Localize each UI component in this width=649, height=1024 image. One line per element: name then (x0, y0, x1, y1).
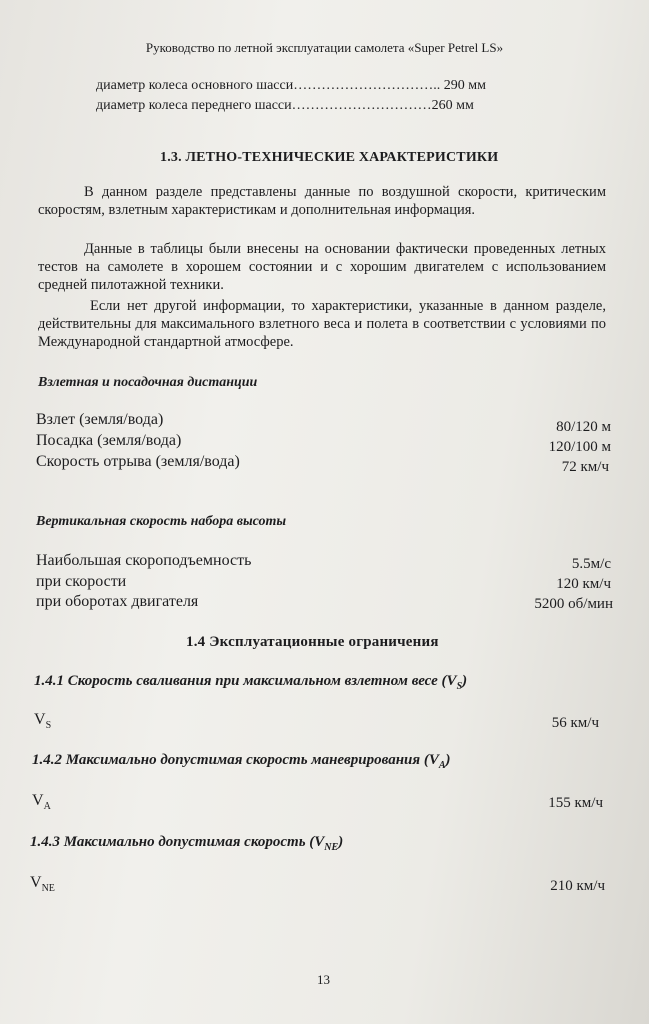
never-exceed-speed-title: 1.4.3 Максимально допустимая скорость $(V_{NE})$ (30, 834, 344, 853)
never-exceed-speed-symbol: $V_{NE}$ (30, 874, 55, 895)
liftoff-row-value: 72 км/ч (561, 459, 609, 475)
never-exceed-speed-value: 210 км/ч (550, 878, 605, 894)
page-number: 13 (317, 972, 330, 987)
stall-speed-value: 56 км/ч (551, 715, 599, 731)
maneuver-speed-symbol: $V_A$ (32, 792, 51, 813)
spec-main-wheel: диаметр колеса основного шасси………………………….. 290 мм (96, 78, 486, 93)
spec-nose-wheel: диаметр колеса переднего шасси…………………………260 мм (96, 98, 474, 113)
climb-speed-value: 120 км/ч (556, 576, 611, 592)
landing-row-label: Посадка (земля/вода) (36, 432, 182, 449)
maneuver-speed-title: 1.4.2 Максимально допустимая скорость маневрирования $(V_A)$ (32, 752, 451, 771)
liftoff-row-label: Скорость отрыва (земля/вода) (36, 453, 240, 470)
climb-rpm-label: при оборотах двигателя (36, 593, 199, 610)
stall-speed-symbol: $V_S$ (34, 711, 52, 732)
paragraph-3: Если нет другой информации, то характеристики, указанные в данном разделе, действительны для максимального взлетного веса и полета в соответствии с условиями по Международной стандартной атмосфере. (38, 298, 606, 350)
page-header: Руководство по летной эксплуатации самолета «Super Petrel LS» (145, 40, 504, 55)
paragraph-2: Данные в таблицы были внесены на основании фактически проведенных летных тестов на самолете в хорошем состоянии и с хорошим двигателем с использованием средней пилотажной техники. (38, 241, 606, 293)
paragraph-1: В данном разделе представлены данные по воздушной скорости, критическим скоростям, взлетным характеристикам и дополнительная информация. (38, 184, 606, 218)
landing-row-value: 120/100 м (548, 439, 611, 455)
maneuver-speed-value: 155 км/ч (548, 795, 603, 811)
climb-section-title: Вертикальная скорость набора высоты (36, 514, 287, 529)
stall-speed-title: 1.4.1 Скорость сваливания при максимальном взлетном весе $(V_S)$ (34, 673, 468, 692)
limits-title: 1.4 Эксплуатационные ограничения (186, 634, 439, 650)
takeoff-row-value: 80/120 м (556, 419, 611, 435)
climb-rate-value: 5.5м/с (571, 556, 611, 572)
climb-rate-label: Наибольшая скороподъемность (36, 552, 252, 569)
climb-speed-label: при скорости (36, 573, 127, 590)
section-title: 1.3. ЛЕТНО-ТЕХНИЧЕСКИЕ ХАРАКТЕРИСТИКИ (160, 150, 499, 165)
takeoff-row-label: Взлет (земля/вода) (36, 411, 164, 428)
climb-rpm-value: 5200 об/мин (534, 596, 613, 612)
takeoff-section-title: Взлетная и посадочная дистанции (38, 375, 258, 390)
